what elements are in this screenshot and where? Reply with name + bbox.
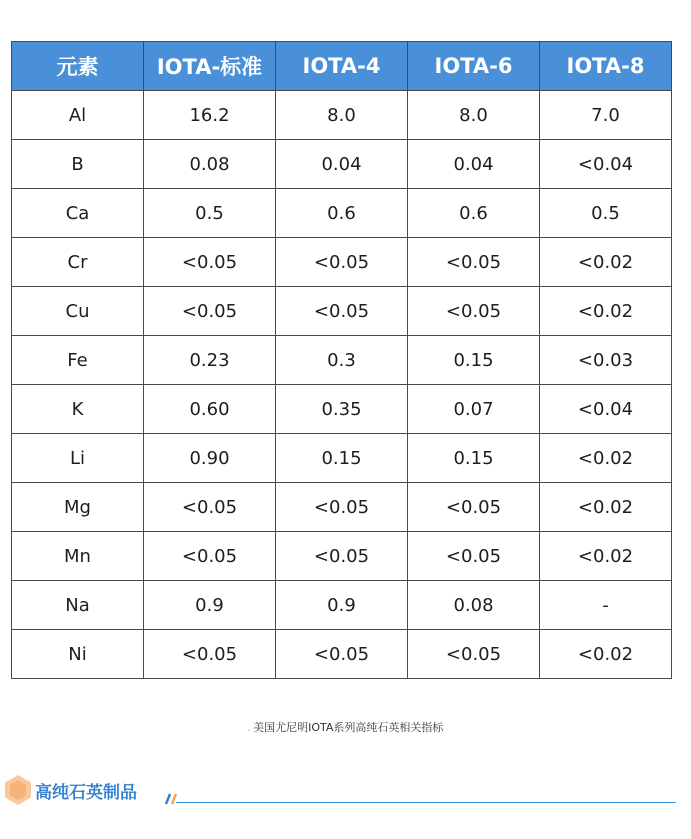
table-row <box>12 91 672 140</box>
header-iota-4: IOTA-4 <box>276 42 408 91</box>
double-slash-icon <box>162 786 182 806</box>
table-cell: <0.02 <box>540 434 672 483</box>
table-row <box>12 336 672 385</box>
table-cell: 0.9 <box>144 581 276 630</box>
table-cell: Mg <box>12 483 144 532</box>
table-row <box>12 140 672 189</box>
section-title: 高纯石英制品 <box>35 783 137 803</box>
table-cell: <0.02 <box>540 238 672 287</box>
table-cell: <0.05 <box>144 532 276 581</box>
section-divider <box>176 802 676 803</box>
table-cell: 0.6 <box>408 189 540 238</box>
table-cell: Mn <box>12 532 144 581</box>
section-heading <box>0 772 691 812</box>
table-cell: Ca <box>12 189 144 238</box>
table-cell: <0.05 <box>144 287 276 336</box>
hexagon-icon <box>4 774 32 806</box>
table-row <box>12 287 672 336</box>
caption-marker-icon: . <box>247 721 252 734</box>
table-row <box>12 532 672 581</box>
table-cell: <0.05 <box>408 532 540 581</box>
table-cell: - <box>540 581 672 630</box>
table-cell: Na <box>12 581 144 630</box>
table-cell: K <box>12 385 144 434</box>
table-cell: 0.15 <box>408 336 540 385</box>
table-row <box>12 483 672 532</box>
table-cell: <0.05 <box>144 630 276 679</box>
table-cell: 0.5 <box>144 189 276 238</box>
table-cell: Cu <box>12 287 144 336</box>
table-cell: <0.05 <box>408 238 540 287</box>
table-header-row <box>12 42 672 91</box>
table-cell: <0.02 <box>540 532 672 581</box>
table-cell: 0.6 <box>276 189 408 238</box>
caption-text: 美国尤尼明IOTA系列高纯石英相关指标 <box>253 721 444 734</box>
table-row <box>12 385 672 434</box>
table-cell: <0.02 <box>540 483 672 532</box>
table-cell: 0.04 <box>408 140 540 189</box>
table-cell: <0.05 <box>276 287 408 336</box>
table-cell: 0.08 <box>408 581 540 630</box>
table-cell: <0.05 <box>276 630 408 679</box>
table-cell: 0.04 <box>276 140 408 189</box>
table-cell: 0.90 <box>144 434 276 483</box>
table-cell: 0.35 <box>276 385 408 434</box>
table-cell: 8.0 <box>408 91 540 140</box>
table-cell: Li <box>12 434 144 483</box>
table-cell: <0.04 <box>540 385 672 434</box>
table-row <box>12 189 672 238</box>
table-cell: Al <box>12 91 144 140</box>
table-row <box>12 581 672 630</box>
table-cell: B <box>12 140 144 189</box>
table-cell: 7.0 <box>540 91 672 140</box>
table-cell: <0.05 <box>408 630 540 679</box>
table-cell: <0.02 <box>540 630 672 679</box>
header-iota-8: IOTA-8 <box>540 42 672 91</box>
table-cell: 0.5 <box>540 189 672 238</box>
header-iota-standard: IOTA-标准 <box>144 42 276 91</box>
table-cell: 0.3 <box>276 336 408 385</box>
header-iota-6: IOTA-6 <box>408 42 540 91</box>
table-cell: 8.0 <box>276 91 408 140</box>
table-cell: <0.05 <box>408 483 540 532</box>
table-cell: 0.60 <box>144 385 276 434</box>
table-cell: <0.02 <box>540 287 672 336</box>
table-cell: Cr <box>12 238 144 287</box>
table-cell: 0.15 <box>408 434 540 483</box>
table-cell: 0.08 <box>144 140 276 189</box>
table-cell: Ni <box>12 630 144 679</box>
table-cell: <0.05 <box>144 238 276 287</box>
table-cell: <0.05 <box>276 532 408 581</box>
table-row <box>12 434 672 483</box>
table-cell: 0.15 <box>276 434 408 483</box>
impurity-table <box>11 41 672 679</box>
table-cell: 0.07 <box>408 385 540 434</box>
table-cell: Fe <box>12 336 144 385</box>
table-cell: <0.04 <box>540 140 672 189</box>
table-cell: <0.05 <box>276 483 408 532</box>
table-row <box>12 238 672 287</box>
table-cell: 16.2 <box>144 91 276 140</box>
table-cell: <0.03 <box>540 336 672 385</box>
table-row <box>12 630 672 679</box>
header-element: 元素 <box>12 42 144 91</box>
table-cell: 0.23 <box>144 336 276 385</box>
table-cell: <0.05 <box>408 287 540 336</box>
table-cell: <0.05 <box>144 483 276 532</box>
table-caption <box>0 719 691 735</box>
table-cell: <0.05 <box>276 238 408 287</box>
table-cell: 0.9 <box>276 581 408 630</box>
